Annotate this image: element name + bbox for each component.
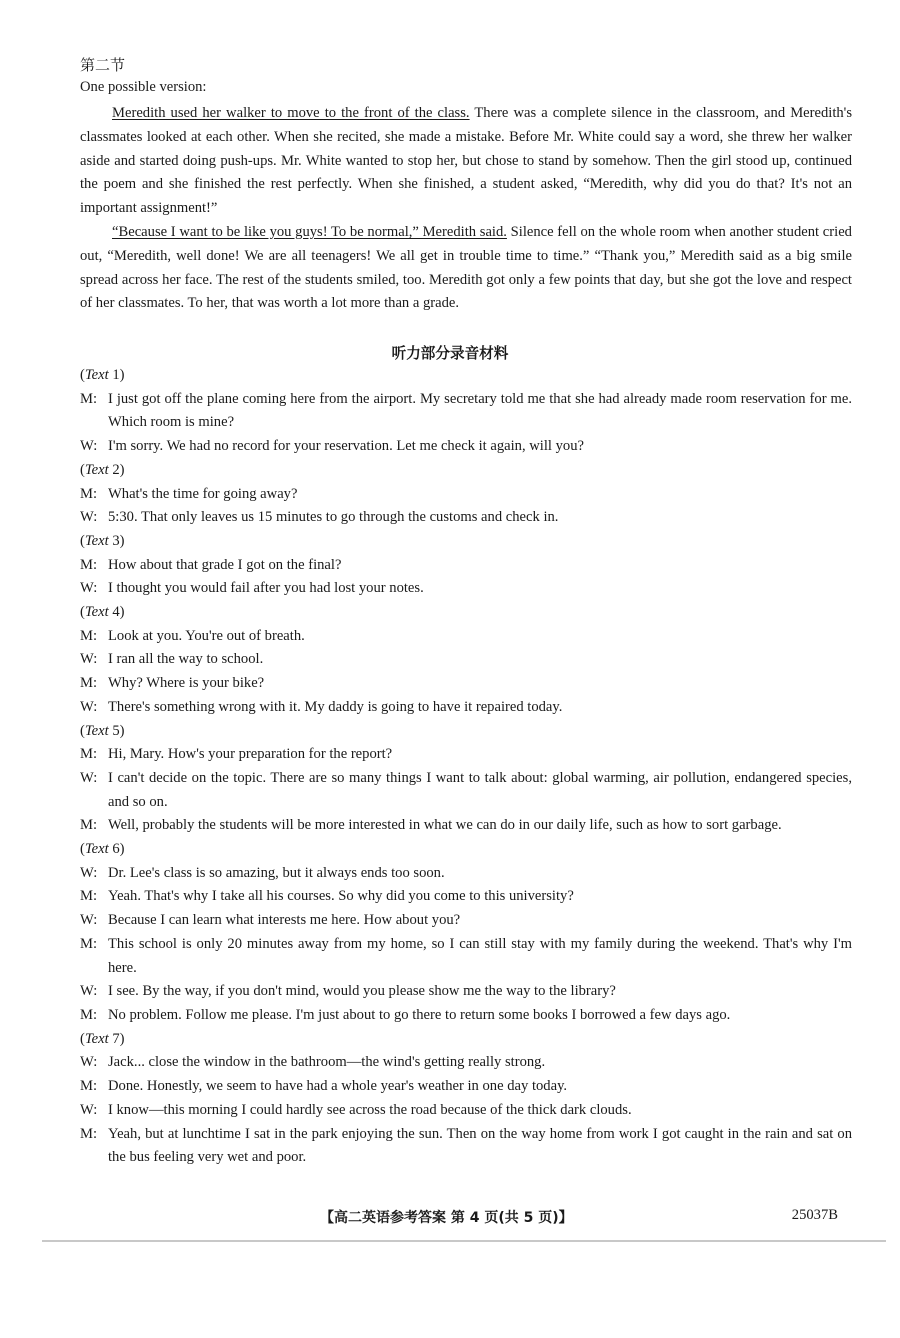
dialogue-text: I ran all the way to school. [108, 651, 264, 668]
dialogue-line [80, 577, 852, 601]
dialogue-line [80, 814, 852, 838]
footer-exam-code: 25037B [791, 1207, 838, 1223]
dialogue-text: I see. By the way, if you don't mind, would you please show me the way to the library? [108, 983, 616, 1000]
dialogue-text: I'm sorry. We had no record for your reservation. Let me check it again, will you? [108, 438, 584, 455]
dialogue-line [80, 672, 852, 696]
text-heading-label: Text [84, 461, 109, 478]
speaker-label: W: [80, 580, 98, 597]
listening-section-title: 听力部分录音材料 [391, 345, 509, 362]
dialogue-text: Why? Where is your bike? [108, 675, 265, 692]
speaker-label: W: [80, 651, 98, 668]
dialogue-line [80, 743, 852, 767]
dialogue-text: Dr. Lee's class is so amazing, but it always ends too soon. [108, 864, 445, 881]
dialogue-text: Yeah, but at lunchtime I sat in the park enjoying the sun. Then on the way home from work I got caught in the rain and sat on the bus feeling very wet and poor. [108, 1125, 852, 1166]
text-heading-label: Text [84, 841, 109, 858]
speaker-label: W: [80, 698, 98, 715]
dialogue-text: Jack... close the window in the bathroom—the wind's getting really strong. [108, 1054, 546, 1071]
dialogue-text: There's something wrong with it. My daddy is going to have it repaired today. [108, 698, 563, 715]
text-heading: (Text 3) [80, 532, 125, 549]
section-title: 第二节 [80, 56, 126, 74]
text-heading-label: Text [84, 367, 109, 383]
speaker-label: M: [80, 746, 98, 763]
speaker-label: M: [80, 935, 98, 952]
footer-page-info: 【高二英语参考答案 第 4 页(共 5 页)】 [320, 1210, 573, 1226]
text-heading: (Text 2) [80, 461, 125, 478]
dialogue-line [80, 1099, 852, 1123]
dialogue-line [80, 980, 852, 1004]
dialogue-line [80, 909, 852, 933]
text-heading-label: Text [84, 532, 109, 549]
text-heading-label: Text [84, 1030, 109, 1047]
dialogue-text: 5:30. That only leaves us 15 minutes to go through the customs and check in. [108, 509, 559, 526]
footer-divider [42, 1240, 886, 1242]
dialogue-line [80, 885, 852, 909]
speaker-label: W: [80, 438, 98, 455]
dialogue-line [80, 696, 852, 720]
dialogue-line [80, 1004, 852, 1028]
dialogue-line [80, 625, 852, 649]
dialogue-text: Yeah. That's why I take all his courses. So why did you come to this university? [108, 888, 574, 905]
listening-transcript [80, 364, 852, 1170]
speaker-label: M: [80, 627, 98, 644]
speaker-label: M: [80, 888, 98, 905]
dialogue-text: What's the time for going away? [108, 485, 298, 502]
speaker-label: M: [80, 1125, 98, 1142]
dialogue-text: I just got off the plane coming here from the airport. My secretary told me that she had already made room reservation for me. Which room is mine? [108, 390, 852, 431]
dialogue-line [80, 506, 852, 530]
speaker-label: M: [80, 1078, 98, 1095]
speaker-label: W: [80, 1101, 98, 1118]
speaker-label: W: [80, 769, 98, 786]
dialogue-text: This school is only 20 minutes away from my home, so I can still stay with my family during the weekend. That's why I'm here. [108, 935, 852, 976]
text-heading-number: 1 [112, 367, 120, 383]
text-heading-number: 3 [112, 532, 120, 549]
text-heading-number: 4 [112, 604, 120, 621]
text-heading: (Text 7) [80, 1030, 125, 1047]
speaker-label: M: [80, 390, 98, 407]
speaker-label: M: [80, 675, 98, 692]
speaker-label: W: [80, 509, 98, 526]
dialogue-text: Done. Honestly, we seem to have had a whole year's weather in one day today. [108, 1078, 568, 1095]
dialogue-text: I know—this morning I could hardly see across the road because of the thick dark clouds. [108, 1101, 632, 1118]
speaker-label: M: [80, 556, 98, 573]
speaker-label: W: [80, 912, 98, 929]
text-heading: (Text 6) [80, 841, 125, 858]
dialogue-text: I thought you would fail after you had lost your notes. [108, 580, 424, 597]
text-heading-number: 2 [112, 461, 120, 478]
dialogue-line [80, 483, 852, 507]
essay-p2-body: Silence fell on the whole room when another student cried out, “Meredith, well done! We are all teenagers! We all get in trouble time to time.” “Thank you,” Meredith said as a big smile spread across her face. The rest of the students smiled, too. Meredith got only a few points that day, but she got the love and respect of her classmates. To her, that was worth a lot more than a grade. [80, 223, 852, 312]
dialogue-line [80, 862, 852, 886]
speaker-label: M: [80, 485, 98, 502]
dialogue-text: No problem. Follow me please. I'm just about to go there to return some books I borrowed a few days ago. [108, 1006, 731, 1023]
text-heading-number: 7 [112, 1030, 120, 1047]
essay-p2-underlined-sentence: “Because I want to be like you guys! To be normal,” Meredith said. [112, 223, 507, 240]
speaker-label: W: [80, 864, 98, 881]
text-heading-label: Text [84, 722, 109, 739]
dialogue-line [80, 554, 852, 578]
dialogue-line [80, 648, 852, 672]
text-heading-number: 5 [112, 722, 120, 739]
dialogue-line [80, 767, 852, 814]
essay-p1-underlined-sentence: Meredith used her walker to move to the front of the class. [112, 105, 470, 121]
dialogue-text: Hi, Mary. How's your preparation for the report? [108, 746, 393, 763]
dialogue-text: Because I can learn what interests me here. How about you? [108, 912, 461, 929]
dialogue-line [80, 1075, 852, 1099]
text-heading-label: Text [84, 604, 109, 621]
essay-p1-body: There was a complete silence in the classroom, and Meredith's classmates looked at each other. When she recited, she made a mistake. Before Mr. White could say a word, she threw her walker aside and started doing push-ups. Mr. White wanted to stop her, but chose to stand by somehow. Then the girl stood up, continued the poem and she finished the rest perfectly. When she finished, a student asked, “Meredith, why did you do that? It's not an important assignment!” [80, 105, 852, 217]
essay-paragraph-1 [80, 102, 852, 221]
dialogue-line [80, 933, 852, 980]
dialogue-text: How about that grade I got on the final? [108, 556, 342, 573]
dialogue-text: Look at you. You're out of breath. [108, 627, 305, 644]
page-footer [0, 1207, 900, 1231]
dialogue-line [80, 388, 852, 435]
text-heading-number: 6 [112, 841, 120, 858]
speaker-label: W: [80, 1054, 98, 1071]
dialogue-text: I can't decide on the topic. There are so many things I want to talk about: global warming, air pollution, endangered species, and so on. [108, 769, 852, 810]
dialogue-line [80, 1123, 852, 1170]
version-label: One possible version: [80, 79, 207, 95]
speaker-label: M: [80, 817, 98, 834]
speaker-label: M: [80, 1006, 98, 1023]
text-heading: (Text 4) [80, 604, 125, 621]
dialogue-line [80, 435, 852, 459]
dialogue-text: Well, probably the students will be more interested in what we can do in our daily life, such as how to sort garbage. [108, 817, 782, 834]
dialogue-line [80, 1051, 852, 1075]
model-essay [80, 102, 852, 316]
text-heading: (Text 5) [80, 722, 125, 739]
essay-paragraph-2 [80, 221, 852, 316]
text-heading: (Text 1) [80, 367, 125, 383]
speaker-label: W: [80, 983, 98, 1000]
